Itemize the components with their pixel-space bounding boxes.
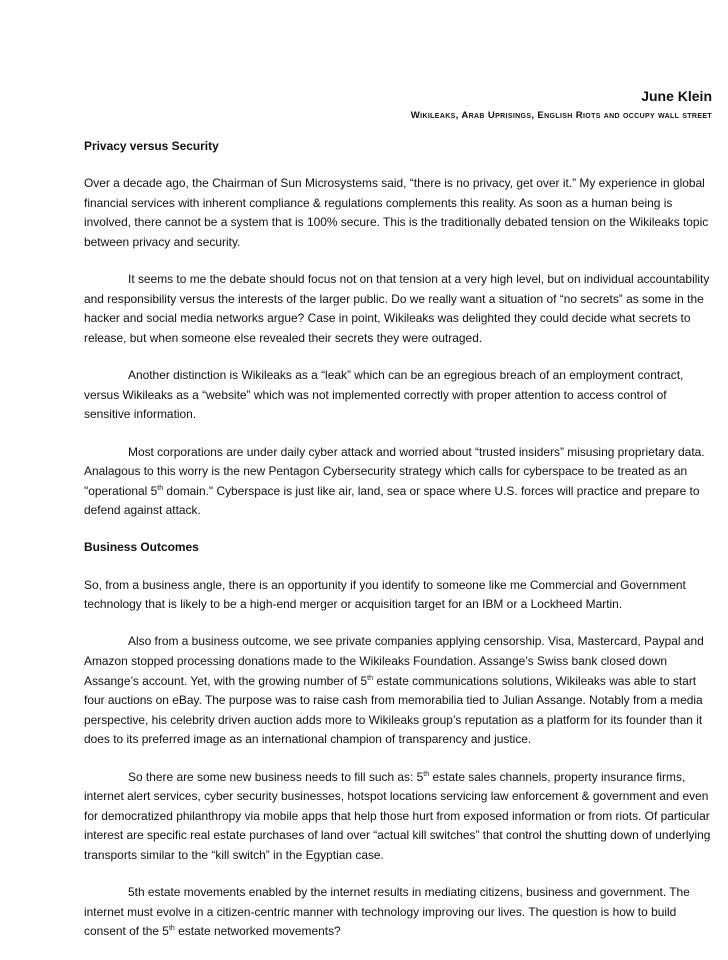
paragraph-text: domain." Cyberspace is just like air, land, sea or space where U.S. forces will practice and prepare to defend against attack.	[84, 483, 700, 518]
paragraph-text: Also from a business outcome, we see private companies applying censorship. Visa, Mastercard, Paypal and Amazon stopped processing donations made to the Wikileaks Foundation. Assange’s Swiss bank closed down Assange’s account. Yet, with the growing number of 5	[84, 634, 704, 688]
paragraph: Over a decade ago, the Chairman of Sun Microsystems said, “there is no privacy, get over it.” My experience in global financial services with inherent compliance & regulations complements this reality. As soon as a human being is involved, there cannot be a system that is 100% secure. This is the traditionally debated tension on the Wikileaks topic between privacy and security.	[84, 176, 709, 249]
section-heading-privacy: Privacy versus Security	[84, 139, 219, 153]
paragraph	[84, 632, 714, 750]
superscript: th	[168, 925, 175, 933]
superscript: th	[423, 770, 430, 778]
paragraph-text: estate communications solutions, Wikileaks was able to start four auctions on eBay. The purpose was to raise cash from memorabilia tied to Julian Assange. Notably from a media perspective, his celebrity driven auction adds more to Wikileaks group’s reputation as a platform for its founder than it does to its preferred image as an international champion of transparency and justice.	[84, 673, 703, 747]
document-body	[84, 137, 714, 960]
paragraph-text: Most corporations are under daily cyber attack and worried about “trusted insiders” misusing proprietary data. Analagous to this worry is the new Pentagon Cybersecurity strategy which calls for cyberspace to be treated as an "operational 5	[84, 444, 705, 498]
superscript: th	[367, 674, 373, 682]
author-name: June Klein	[641, 88, 712, 104]
paragraph	[84, 768, 714, 866]
paragraph-text: 5th estate movements enabled by the internet results in mediating citizens, business and government. The internet must evolve in a citizen-centric manner with technology improving our lives. The question is how to build consent of the 5	[84, 885, 690, 939]
paragraph-text: So there are some new business needs to fill such as: 5	[128, 769, 424, 784]
paragraph: So, from a business angle, there is an opportunity if you identify to someone like me Commercial and Government technology that is likely to be a high-end merger or acquisition target for an IBM or a Lockheed Martin.	[84, 577, 686, 612]
paragraph: Another distinction is Wikileaks as a “leak” which can be an egregious breach of an employment contract, versus Wikileaks as a “website” which was not implemented correctly with proper attention to access control of sensitive information.	[84, 368, 684, 422]
paragraph	[84, 443, 714, 521]
paragraph: It seems to me the debate should focus not on that tension at a very high level, but on individual accountability and responsibility versus the interests of the larger public. Do we really want a situation of “no secrets” as some in the hacker and social media networks argue? Case in point, Wikileaks was delighted they could decide what secrets to release, but when someone else revealed their secrets they were outraged.	[84, 272, 710, 345]
document-subtitle: Wikileaks, Arab Uprisings, English Riots and occupy wall street	[410, 110, 712, 121]
paragraph-text: estate networked movements?	[174, 924, 341, 939]
paragraph-text: estate sales channels, property insurance firms, internet alert services, cyber security businesses, hotspot locations servicing law enforcement & government and even for democratized philanthropy via mobile apps that help those hurt from exposed information or from riots. Of particular interest are specific real estate purchases of land over “actual kill switches” that control the shutting down of underlying transports similar to the “kill switch” in the Egyptian case.	[84, 769, 711, 862]
section-heading-business: Business Outcomes	[84, 540, 199, 555]
superscript: th	[157, 484, 164, 492]
paragraph	[84, 883, 714, 942]
